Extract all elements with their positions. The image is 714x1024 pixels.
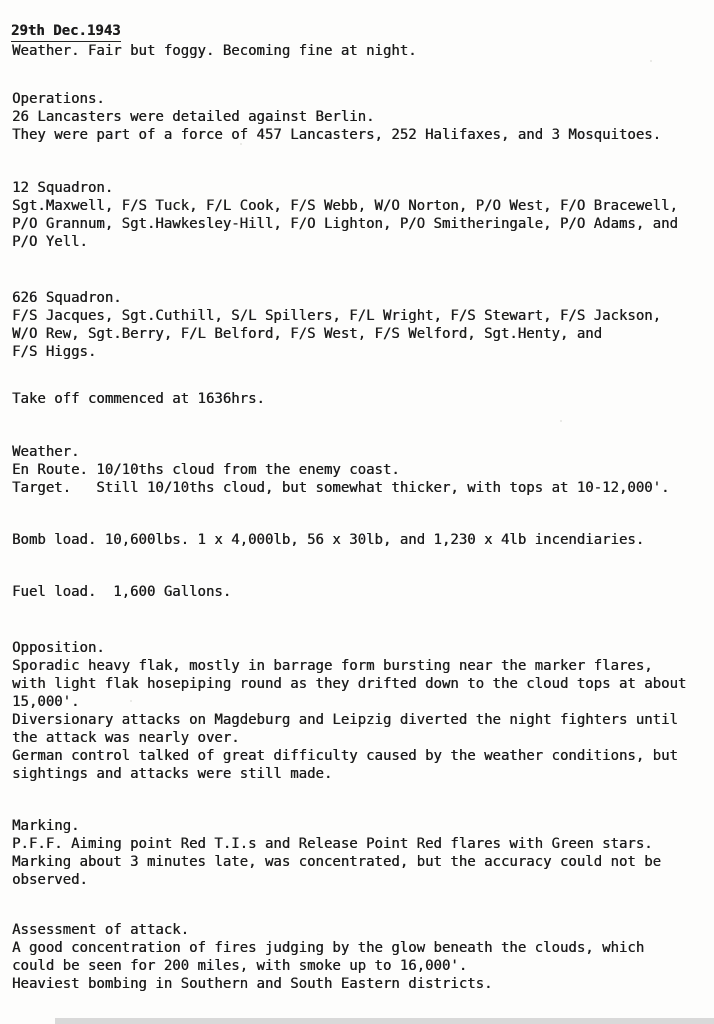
- text-line: Bomb load. 10,600lbs. 1 x 4,000lb, 56 x 30lb, and 1,230 x 4lb incendiaries.: [12, 532, 645, 548]
- text-line: P/O Yell.: [12, 234, 88, 250]
- scan-speck: [240, 143, 242, 145]
- text-line: 12 Squadron.: [12, 180, 114, 196]
- section-operations: [12, 90, 661, 144]
- text-line: the attack was nearly over.: [12, 730, 240, 746]
- text-line: Weather. Fair but foggy. Becoming fine at night.: [12, 43, 417, 59]
- text-line: Fuel load. 1,600 Gallons.: [12, 584, 232, 600]
- text-line: Heaviest bombing in Southern and South Eastern districts.: [12, 976, 493, 992]
- text-line: W/O Rew, Sgt.Berry, F/L Belford, F/S West, F/S Welford, Sgt.Henty, and: [12, 326, 603, 342]
- text-line: A good concentration of fires judging by the glow beneath the clouds, which: [12, 940, 645, 956]
- text-line: Marking about 3 minutes late, was concentrated, but the accuracy could not be: [12, 854, 662, 870]
- text-line: Opposition.: [12, 640, 105, 656]
- text-line: Take off commenced at 1636hrs.: [12, 391, 265, 407]
- scan-speck: [650, 60, 652, 62]
- text-line: Weather.: [12, 444, 80, 460]
- section-weather-intro: [12, 42, 417, 60]
- section-squadron-626: [12, 289, 661, 361]
- text-line: Assessment of attack.: [12, 922, 190, 938]
- text-line: 626 Squadron.: [12, 290, 122, 306]
- section-assessment: [12, 921, 644, 993]
- section-opposition: [12, 639, 686, 783]
- text-line: F/S Jacques, Sgt.Cuthill, S/L Spillers, F/L Wright, F/S Stewart, F/S Jackson,: [12, 308, 662, 324]
- scan-speck: [560, 420, 562, 422]
- text-line: F/S Higgs.: [12, 344, 97, 360]
- text-line: observed.: [12, 872, 88, 888]
- text-line: Operations.: [12, 91, 105, 107]
- text-line: En Route. 10/10ths cloud from the enemy coast.: [12, 462, 400, 478]
- text-line: P/O Grannum, Sgt.Hawkesley-Hill, F/O Lighton, P/O Smitheringale, P/O Adams, and: [12, 216, 678, 232]
- date-heading: 29th Dec.1943: [11, 22, 121, 42]
- section-marking: [12, 817, 661, 889]
- section-bomb-load: [12, 531, 644, 549]
- text-line: 15,000'.: [12, 694, 80, 710]
- text-line: Diversionary attacks on Magdeburg and Leipzig diverted the night fighters until: [12, 712, 678, 728]
- text-line: with light flak hosepiping round as they drifted down to the cloud tops at about: [12, 676, 687, 692]
- text-line: P.F.F. Aiming point Red T.I.s and Release Point Red flares with Green stars.: [12, 836, 653, 852]
- text-line: could be seen for 200 miles, with smoke up to 16,000'.: [12, 958, 468, 974]
- text-line: Target. Still 10/10ths cloud, but somewhat thicker, with tops at 10-12,000'.: [12, 480, 670, 496]
- scan-speck: [130, 700, 132, 702]
- text-line: Marking.: [12, 818, 80, 834]
- section-squadron-12: [12, 179, 678, 251]
- text-line: sightings and attacks were still made.: [12, 766, 333, 782]
- text-line: 26 Lancasters were detailed against Berlin.: [12, 109, 375, 125]
- text-line: Sgt.Maxwell, F/S Tuck, F/L Cook, F/S Webb, W/O Norton, P/O West, F/O Bracewell,: [12, 198, 678, 214]
- page-edge-shadow: [55, 1018, 714, 1024]
- text-line: Sporadic heavy flak, mostly in barrage form bursting near the marker flares,: [12, 658, 653, 674]
- section-weather-route: [12, 443, 669, 497]
- text-line: They were part of a force of 457 Lancasters, 252 Halifaxes, and 3 Mosquitoes.: [12, 127, 662, 143]
- text-line: German control talked of great difficulty caused by the weather conditions, but: [12, 748, 678, 764]
- section-fuel-load: [12, 583, 231, 601]
- section-take-off: [12, 390, 265, 408]
